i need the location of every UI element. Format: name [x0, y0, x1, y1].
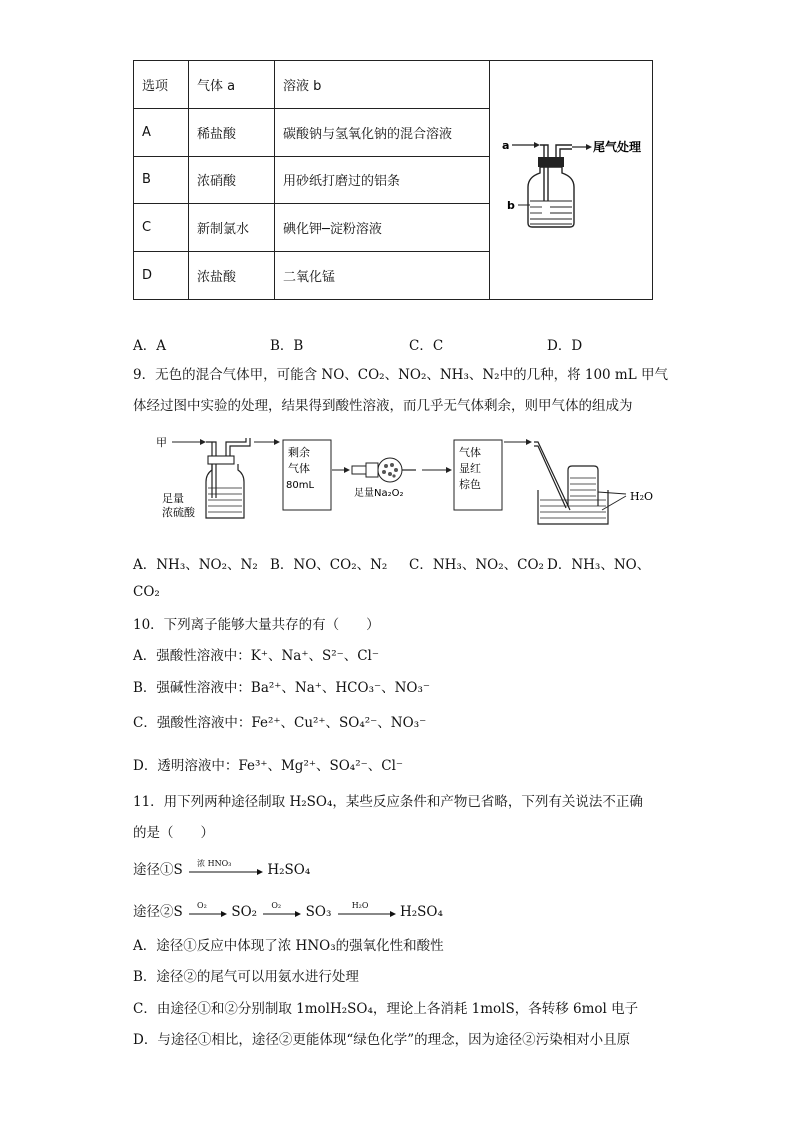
q10-option-a: A．强酸性溶液中：K⁺、Na⁺、S²⁻、Cl⁻ [133, 648, 380, 664]
q11-option-a: A．途径①反应中体现了浓 HNO₃的强氧化性和酸性 [133, 938, 444, 954]
q11-route-2 [133, 902, 443, 922]
q10-option-d: D．透明溶液中：Fe³⁺、Mg²⁺、SO₄²⁻、Cl⁻ [133, 758, 404, 774]
q9-option-b: B．NO、CO₂、N₂ [270, 557, 388, 573]
header-cell: 选项 [134, 61, 189, 109]
q10-option-c: C．强酸性溶液中：Fe²⁺、Cu²⁺、SO₄²⁻、NO₃⁻ [133, 715, 427, 731]
table-cell: C [134, 204, 189, 252]
exhaust-label: 尾气处理 [593, 140, 642, 154]
gas-jia-label: 甲 [156, 436, 167, 449]
route2-arrow-3 [336, 902, 396, 922]
q8-option-b: B．B [270, 338, 304, 354]
route1-arrow [187, 860, 263, 880]
q11-option-d: D．与途径①相比，途径②更能体现“绿色化学”的理念，因为途径②污染相对小且原 [133, 1032, 631, 1048]
route2-reagent-2: O₂ [271, 901, 282, 910]
q11-option-c: C．由途径①和②分别制取 1molH₂SO₄，理论上各消耗 1molS，各转移 6mol 电子 [133, 1001, 639, 1017]
gas-bottle-figure [490, 61, 652, 295]
route2-product-2: SO₃ [305, 904, 332, 920]
table-cell: A [134, 108, 189, 156]
route1-prefix: 途径①S [133, 862, 183, 878]
arrow-icon [187, 868, 263, 876]
q8-option-c: C．C [409, 338, 444, 354]
table-cell: 碳酸钠与氢氧化钠的混合溶液 [275, 108, 490, 156]
acid-label-2: 浓硫酸 [162, 506, 195, 519]
arrow-icon [187, 910, 227, 918]
box2-line2: 显红 [459, 462, 481, 475]
box1-line3: 80mL [286, 480, 315, 491]
q9-stem-line1: 9．无色的混合气体甲，可能含 NO、CO₂、NO₂、NH₃、N₂中的几种，将 100 mL 甲气 [133, 367, 668, 383]
q9-option-d: D．NH₃、NO、 [547, 557, 651, 573]
q9-option-d-cont: CO₂ [133, 584, 160, 600]
arrow-icon [336, 910, 396, 918]
table-cell: 新制氯水 [189, 204, 275, 252]
q10-option-b: B．强碱性溶液中：Ba²⁺、Na⁺、HCO₃⁻、NO₃⁻ [133, 680, 431, 696]
apparatus-figure-cell [490, 61, 653, 300]
box2-line3: 棕色 [459, 478, 481, 491]
q11-stem-line1: 11．用下列两种途径制取 H₂SO₄，某些反应条件和产物已省略，下列有关说法不正确 [133, 794, 643, 810]
header-cell: 溶液 b [275, 61, 490, 109]
label-a: a [502, 139, 510, 152]
q8-option-d: D．D [547, 338, 583, 354]
q9-option-a: A．NH₃、NO₂、N₂ [133, 557, 258, 573]
table-cell: B [134, 156, 189, 204]
q11-option-b: B．途径②的尾气可以用氨水进行处理 [133, 969, 359, 985]
route2-reagent-3: H₂O [351, 901, 369, 910]
table-cell: 碘化钾─淀粉溶液 [275, 204, 490, 252]
route1-product: H₂SO₄ [267, 862, 311, 878]
label-b: b [507, 199, 515, 212]
q9-option-c: C．NH₃、NO₂、CO₂ [409, 557, 544, 573]
route2-product-1: SO₂ [231, 904, 258, 920]
table-cell: 浓盐酸 [189, 252, 275, 300]
q9-experiment-figure [150, 430, 670, 530]
box1-line2: 气体 [288, 462, 310, 475]
route2-arrow-1 [187, 902, 227, 922]
box2-line1: 气体 [459, 446, 481, 459]
table-cell: 用砂纸打磨过的铝条 [275, 156, 490, 204]
route2-arrow-2 [261, 902, 301, 922]
q9-stem-line2: 体经过图中实验的处理，结果得到酸性溶液，而几乎无气体剩余，则甲气体的组成为 [133, 398, 633, 414]
route2-product-3: H₂SO₄ [400, 904, 443, 920]
route1-reagent: 浓 HNO₃ [197, 859, 232, 868]
box1-line1: 剩余 [288, 446, 310, 459]
q10-stem: 10．下列离子能够大量共存的有（ ） [133, 617, 380, 633]
table-header-row [134, 61, 653, 109]
q8-option-a: A．A [133, 338, 166, 354]
route2-reagent-1: O₂ [197, 901, 207, 910]
q11-stem-line2: 的是（ ） [133, 825, 214, 841]
arrow-icon [261, 910, 301, 918]
water-label: H₂O [630, 490, 654, 503]
table-cell: 浓硝酸 [189, 156, 275, 204]
na2o2-label: 足量Na₂O₂ [354, 488, 404, 499]
table-cell: 稀盐酸 [189, 108, 275, 156]
q8-table [133, 60, 653, 300]
acid-label-1: 足量 [162, 492, 184, 505]
q11-route-1 [133, 860, 310, 880]
table-cell: 二氧化锰 [275, 252, 490, 300]
table-cell: D [134, 252, 189, 300]
route2-prefix: 途径②S [133, 904, 183, 920]
header-cell: 气体 a [189, 61, 275, 109]
